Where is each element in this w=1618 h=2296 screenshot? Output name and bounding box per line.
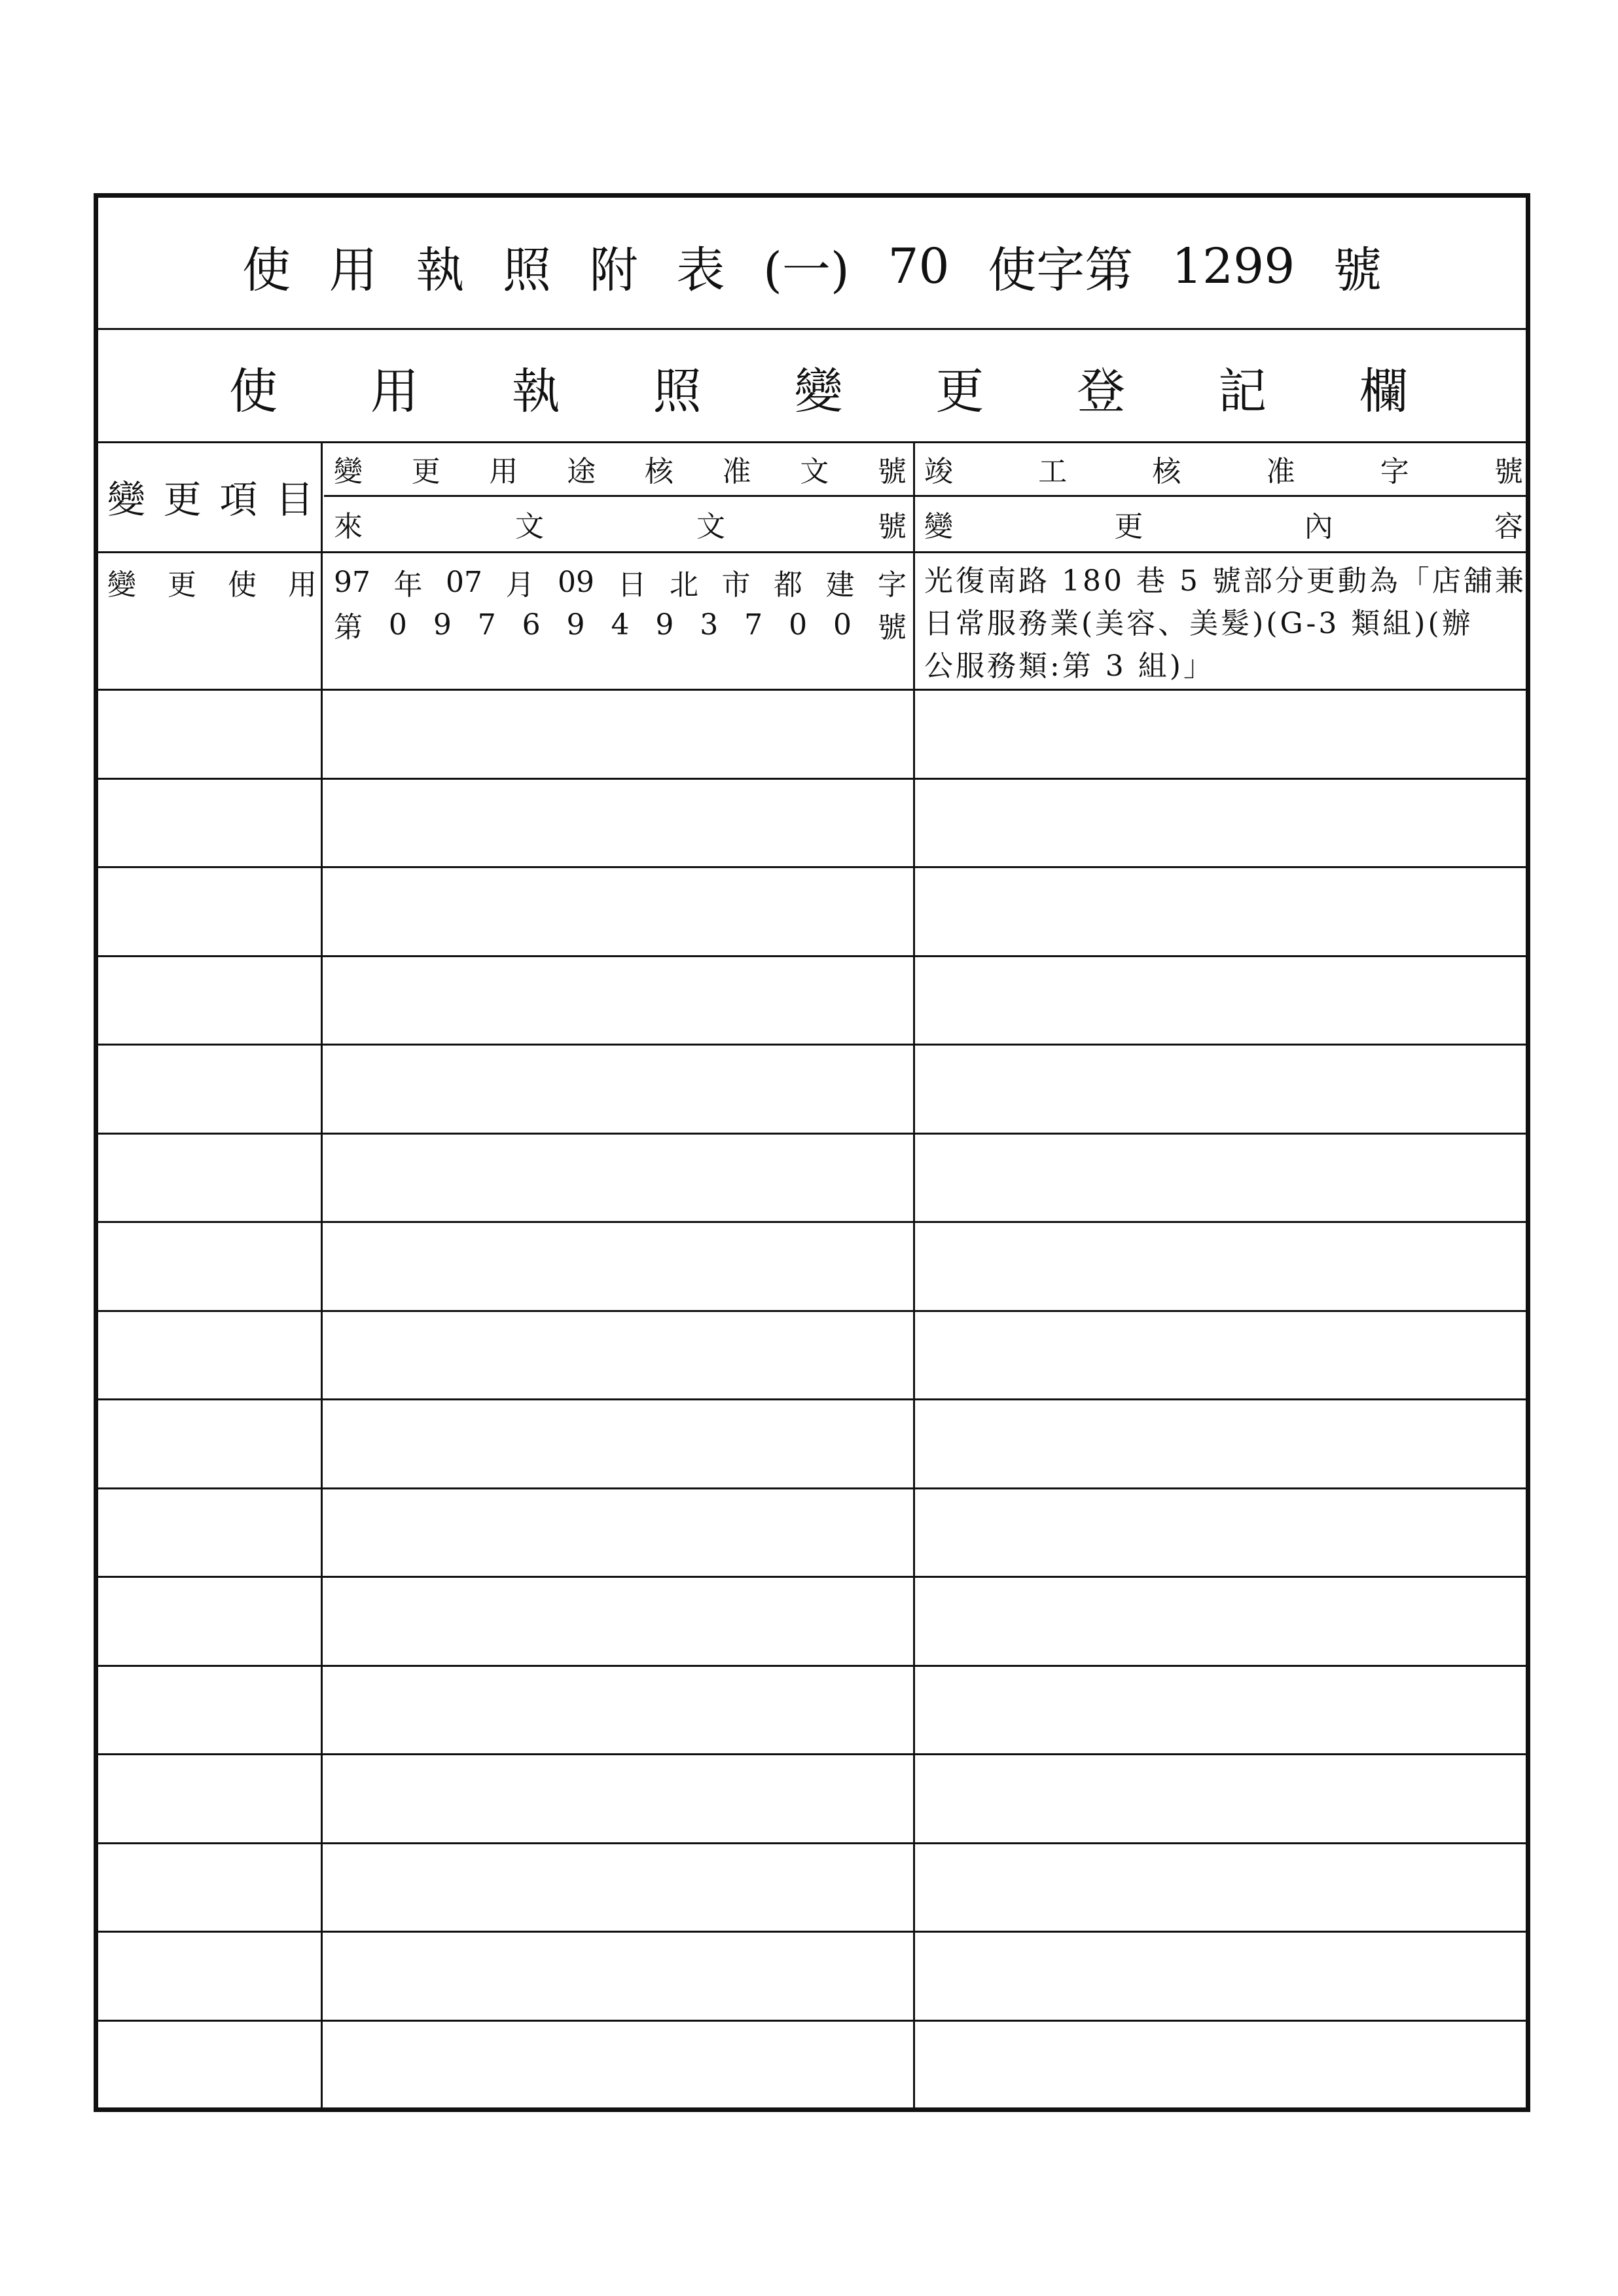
- column-header-char: 目: [275, 477, 314, 522]
- section-title-char: 照: [653, 363, 702, 420]
- row-divider: [98, 1931, 1526, 1933]
- entry-char: 3: [700, 608, 719, 642]
- column-header-char: 號: [1494, 455, 1523, 488]
- row-divider: [98, 1310, 1526, 1312]
- column-header-char: 號: [878, 510, 907, 543]
- entry-char: 日: [617, 568, 647, 602]
- section-title-char: 記: [1218, 363, 1267, 420]
- column-header-char: 文: [800, 455, 829, 488]
- entry-char: 建: [825, 568, 855, 602]
- column-header-char: 容: [1494, 510, 1523, 543]
- column-header-char: 變: [924, 510, 953, 543]
- column-header-char: 變: [107, 477, 146, 522]
- entry-char: 9: [655, 608, 674, 642]
- entry-char: 4: [611, 608, 630, 642]
- entry-char: 年: [393, 568, 423, 602]
- column-header-change-item: [107, 441, 314, 551]
- section-title-char: 執: [511, 363, 560, 420]
- entry-doc-number-line-1: [334, 561, 907, 603]
- change-registration-form: [94, 193, 1530, 2112]
- entry-char: 字: [878, 568, 907, 602]
- section-title-char: 使: [229, 363, 278, 420]
- row-divider: [98, 866, 1526, 868]
- row-divider: [98, 1133, 1526, 1135]
- form-header-title: [242, 224, 1382, 309]
- section-title: [229, 345, 1408, 430]
- header-title-char: 70: [888, 238, 950, 295]
- entry-char: 0: [388, 608, 407, 642]
- column-header-completion-approval-number: [924, 445, 1523, 492]
- column-header-char: 內: [1304, 510, 1333, 543]
- column-header-char: 更: [163, 477, 202, 522]
- header-title-char: 執: [416, 242, 465, 299]
- row-divider: [98, 1044, 1526, 1046]
- entry-char: 09: [558, 565, 594, 599]
- section-title-char: 變: [794, 363, 843, 420]
- section-title-char: 欄: [1359, 363, 1408, 420]
- entry-char: 號: [877, 611, 907, 644]
- header-title-char: 號: [1333, 242, 1382, 299]
- header-title-char: (一): [763, 242, 850, 299]
- column-header-change-content: [924, 499, 1523, 549]
- entry-char: 更: [168, 568, 196, 602]
- entry-char: 9: [566, 608, 585, 642]
- column-header-char: 准: [722, 455, 751, 488]
- column-header-char: 工: [1038, 455, 1068, 488]
- column-header-incoming-doc-number: [334, 499, 907, 549]
- entry-char: 變: [107, 568, 136, 602]
- row-divider: [98, 1398, 1526, 1400]
- entry-char: 7: [744, 608, 763, 642]
- column-header-char: 更: [411, 455, 440, 488]
- column-header-char: 字: [1380, 455, 1409, 488]
- section-title-char: 用: [370, 363, 419, 420]
- column-header-char: 核: [1152, 455, 1181, 488]
- entry-content-line-1: 光復南路 180 巷 5 號部分更動為「店舖兼: [924, 564, 1526, 598]
- column-header-char: 竣: [924, 455, 953, 488]
- row-divider: [98, 689, 1526, 691]
- row-divider: [98, 1487, 1526, 1489]
- column-divider: [321, 441, 323, 2107]
- row-divider: [98, 1842, 1526, 1844]
- section-title-char: 更: [935, 363, 984, 420]
- entry-change-item: [107, 561, 317, 603]
- divider: [324, 495, 1526, 497]
- row-divider: [98, 1665, 1526, 1667]
- column-header-char: 核: [644, 455, 674, 488]
- entry-char: 0: [789, 608, 808, 642]
- entry-char: 第: [334, 611, 363, 644]
- header-title-char: 使: [242, 242, 291, 299]
- header-title-char: 用: [329, 242, 378, 299]
- row-divider: [98, 1576, 1526, 1578]
- entry-char: 6: [522, 608, 541, 642]
- row-divider: [98, 2020, 1526, 2022]
- section-title-char: 登: [1077, 363, 1126, 420]
- entry-char: 市: [721, 568, 751, 602]
- entry-char: 月: [505, 568, 535, 602]
- row-divider: [98, 1753, 1526, 1755]
- entry-char: 使: [228, 568, 257, 602]
- header-title-char: 使字第: [988, 242, 1134, 299]
- column-header-char: 用: [489, 455, 518, 488]
- entry-content-line-3: 公服務類:第 3 組)」: [924, 649, 1215, 683]
- header-title-char: 附: [589, 242, 638, 299]
- entry-char: 7: [477, 608, 496, 642]
- entry-char: 用: [288, 568, 317, 602]
- column-header-char: 變: [334, 455, 363, 488]
- entry-char: 07: [446, 565, 482, 599]
- entry-char: 都: [774, 568, 802, 602]
- column-header-char: 來: [334, 510, 363, 543]
- column-header-char: 項: [219, 477, 258, 522]
- column-header-char: 准: [1266, 455, 1295, 488]
- row-divider: [98, 778, 1526, 780]
- entry-char: 北: [670, 568, 698, 602]
- column-header-char: 號: [877, 455, 907, 488]
- column-header-approval-doc-number: [334, 445, 907, 492]
- header-title-char: 照: [503, 242, 552, 299]
- row-divider: [98, 955, 1526, 957]
- header-title-char: 表: [676, 242, 725, 299]
- row-divider: [98, 1221, 1526, 1223]
- divider: [98, 551, 1526, 553]
- column-header-char: 文: [515, 510, 544, 543]
- column-header-char: 更: [1114, 510, 1143, 543]
- entry-doc-number-line-2: [334, 604, 907, 646]
- column-header-char: 途: [567, 455, 596, 488]
- entry-char: 97: [334, 565, 370, 599]
- divider: [98, 328, 1526, 330]
- entry-char: 9: [433, 608, 452, 642]
- entry-char: 0: [833, 608, 852, 642]
- header-title-char: 1299: [1171, 238, 1295, 295]
- column-header-char: 文: [696, 510, 725, 543]
- column-divider: [913, 441, 915, 2107]
- entry-content-line-2: 日常服務業(美容、美髮)(G-3 類組)(辦: [924, 607, 1473, 640]
